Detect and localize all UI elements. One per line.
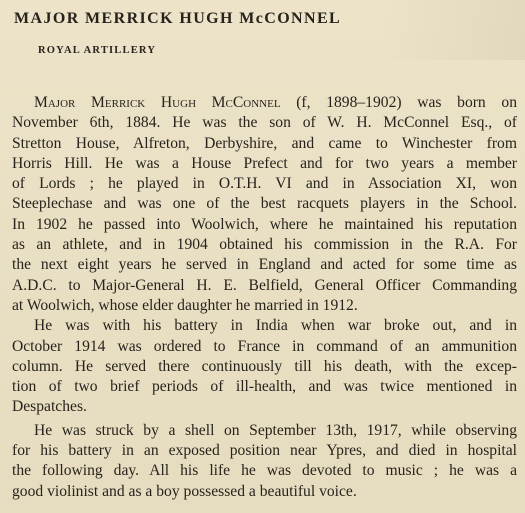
text-line: the following day. All his life he was devoted to music ; he was a (12, 462, 517, 480)
text-line: Major Merrick Hugh McConnel (f, 1898–1902) was born on (34, 94, 517, 111)
page-title: MAJOR MERRICK HUGH McCONNEL (14, 10, 342, 27)
text-line: He was with his battery in India when war broke out, and in (34, 317, 517, 335)
text-line: tion of two brief periods of ill-health, and was twice mentioned in (12, 378, 517, 396)
text-line: column. He served there continuously till his death, with the excep- (12, 357, 517, 375)
biography-text (12, 93, 517, 502)
lead-name: Major Merrick Hugh McConnel (34, 94, 281, 111)
text-line: Steeplechase and was one of the best racquets players in the School. (12, 195, 517, 213)
text-line: In 1902 he passed into Woolwich, where he maintained his reputation (12, 215, 517, 233)
text-line: good violinist and as a boy possessed a beautiful voice. (12, 482, 357, 500)
text-line: A.D.C. to Major-General H. E. Belfield, General Officer Commanding (12, 276, 517, 294)
text-line: October 1914 was ordered to France in command of an ammunition (12, 337, 517, 355)
text-line: Stretton House, Alfreton, Derbyshire, and came to Winchester from (12, 134, 517, 152)
text-line: the next eight years he served in England and acted for some time as (12, 256, 517, 274)
text-line: at Woolwich, whose elder daughter he married in 1912. (12, 296, 358, 314)
text-line: of Lords ; he played in O.T.H. VI and in Association XI, won (12, 175, 517, 193)
bleed-through-shadow (380, 0, 525, 60)
text-line: Horris Hill. He was a House Prefect and for two years a member (12, 154, 517, 172)
text-line: for his battery in an exposed position near Ypres, and died in hospital (12, 442, 517, 460)
text-line: as an athlete, and in 1904 obtained his commission in the R.A. For (12, 236, 517, 254)
text-line: Despatches. (12, 398, 87, 416)
regiment-subtitle: ROYAL ARTILLERY (38, 45, 157, 56)
text-line: November 6th, 1884. He was the son of W. H. McConnel Esq., of (12, 114, 517, 132)
text-line: He was struck by a shell on September 13th, 1917, while observing (34, 421, 517, 439)
